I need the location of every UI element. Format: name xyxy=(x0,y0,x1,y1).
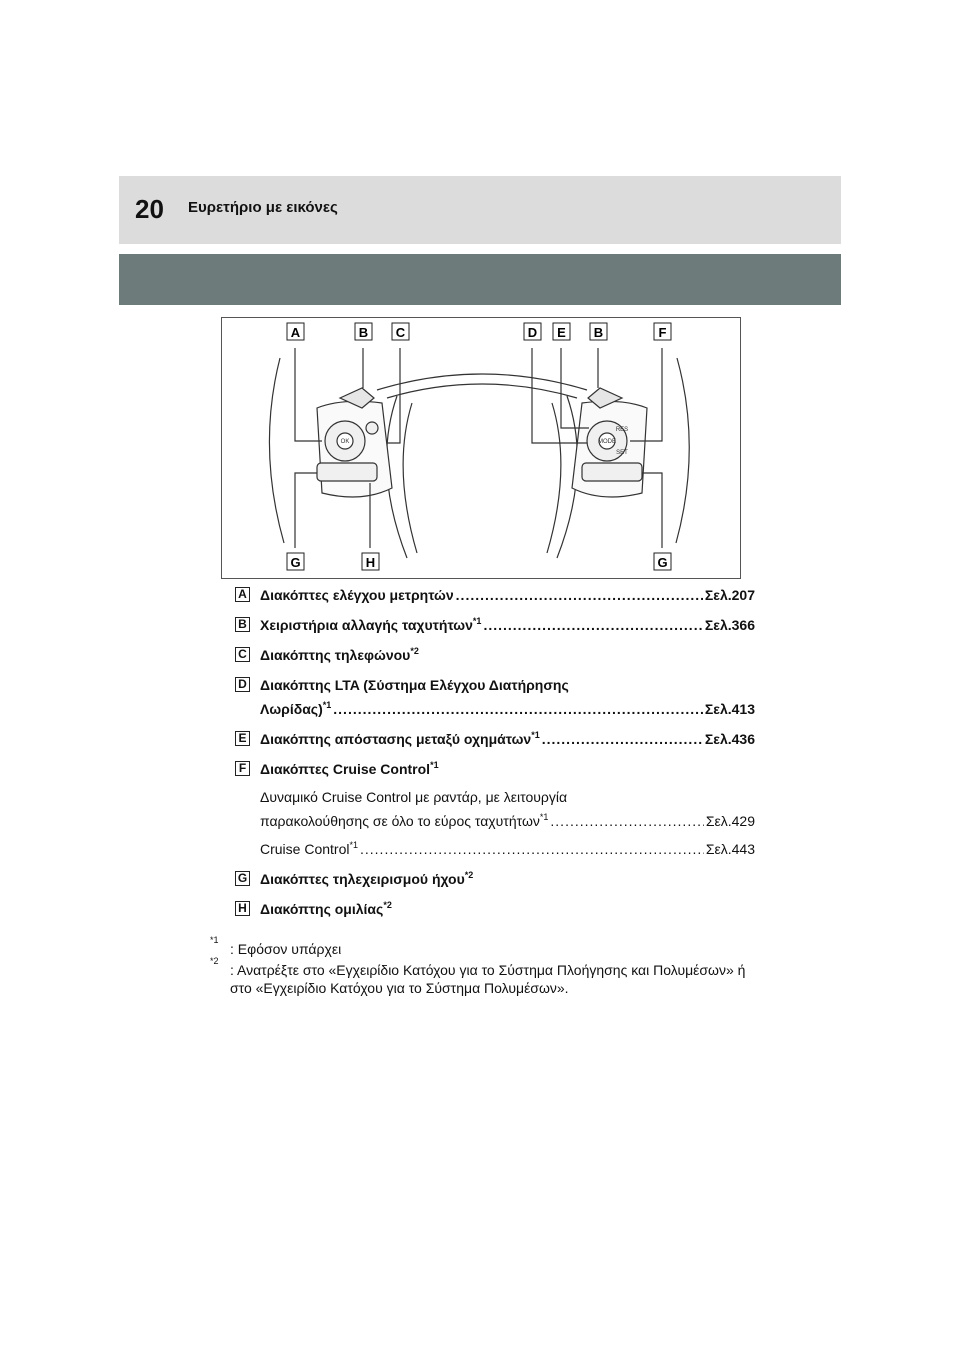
item-letter: G xyxy=(235,871,250,886)
list-item xyxy=(235,586,755,604)
page-header xyxy=(119,176,841,244)
item-footnote-mark: *1 xyxy=(472,616,482,626)
steering-wheel-illustration xyxy=(222,318,740,578)
item-label: Διακόπτες Cruise Control xyxy=(260,761,431,777)
item-letter: C xyxy=(235,647,250,662)
rim-right-arc xyxy=(676,358,689,543)
item-label: Διακόπτες τηλεχειρισμού ήχου xyxy=(260,871,465,887)
callout-e: E xyxy=(557,325,566,340)
callout-c: C xyxy=(395,325,406,340)
list-item xyxy=(235,676,755,718)
item-label: Διακόπτης ομιλίας xyxy=(260,901,384,917)
item-footnote-mark: *2 xyxy=(383,900,392,910)
rim-left-arc xyxy=(269,358,284,543)
legend-list xyxy=(235,586,755,918)
item-label: Διακόπτης απόστασης μεταξύ οχημάτων xyxy=(260,731,532,747)
item-label: Λωρίδας) xyxy=(260,701,323,717)
set-label: SET xyxy=(616,450,628,456)
list-item xyxy=(235,646,755,664)
item-letter: D xyxy=(235,677,250,692)
audio-switch-right xyxy=(582,463,642,481)
subitem-label: Cruise Control xyxy=(260,841,350,857)
callout-f: F xyxy=(658,325,667,340)
list-item xyxy=(235,730,755,748)
item-footnote-mark: *1 xyxy=(322,700,332,710)
rim-top-inner xyxy=(387,384,577,398)
callout-g-right: G xyxy=(657,555,668,570)
subitem-page-ref: Σελ.429 xyxy=(705,813,755,829)
item-footnote-mark: *2 xyxy=(464,870,474,880)
list-item xyxy=(235,900,755,918)
item-label-line1: Διακόπτης LTA (Σύστημα Ελέγχου Διατήρησης xyxy=(260,677,569,693)
footnote: *2 : Ανατρέξτε στο «Εγχειρίδιο Κατόχου για το Σύστημα Πλοήγησης και Πολυμέσων» ή στο «Εγχειρίδιο Κατόχου για το Σύστημα Πολυμέσων». xyxy=(210,956,746,996)
item-footnote-mark: *1 xyxy=(430,760,439,770)
item-letter: A xyxy=(235,587,250,602)
item-footnote-mark: *2 xyxy=(410,646,419,656)
callout-h: H xyxy=(365,555,376,570)
item-label: Διακόπτης τηλεφώνου xyxy=(260,647,411,663)
callout-g: G xyxy=(290,555,301,570)
callout-d: D xyxy=(527,325,538,340)
subitem-label: παρακολούθησης σε όλο το εύρος ταχυτήτων xyxy=(260,813,540,829)
footnote: *1 : Εφόσον υπάρχει xyxy=(210,935,342,957)
footnote-text: : Ανατρέξτε στο «Εγχειρίδιο Κατόχου για το Σύστημα Πλοήγησης και Πολυμέσων» ή στο «Εγχειρίδιο Κατόχου για το Σύστημα Πολυμέσων». xyxy=(230,962,746,996)
item-page-ref: Σελ.436 xyxy=(704,731,755,747)
item-page-ref: Σελ.413 xyxy=(704,701,755,717)
item-footnote-mark: *1 xyxy=(531,730,540,740)
page-title: Ευρετήριο με εικόνες xyxy=(188,199,338,216)
item-page-ref: Σελ.366 xyxy=(704,617,755,633)
item-letter: F xyxy=(235,761,250,776)
res-label: RES xyxy=(615,427,629,433)
footnote-text: : Εφόσον υπάρχει xyxy=(230,941,342,957)
subitem-footnote-mark: *1 xyxy=(539,812,549,822)
subitem-label-line1: Δυναμικό Cruise Control με ραντάρ, με λειτουργία xyxy=(260,789,568,805)
list-item xyxy=(235,870,755,888)
item-label: Διακόπτες ελέγχου μετρητών xyxy=(260,587,454,603)
item-label: Χειριστήρια αλλαγής ταχυτήτων xyxy=(260,617,473,633)
callout-b-right: B xyxy=(593,325,604,340)
callout-a: A xyxy=(290,325,301,340)
callout-b: B xyxy=(358,325,369,340)
item-letter: B xyxy=(235,617,250,632)
item-letter: E xyxy=(235,731,250,746)
steering-wheel-figure xyxy=(221,317,741,579)
phone-switch xyxy=(366,422,378,434)
item-page-ref: Σελ.207 xyxy=(704,587,755,603)
audio-switch-left xyxy=(317,463,377,481)
list-item xyxy=(235,616,755,634)
footnotes xyxy=(210,935,770,1000)
ok-label: OK xyxy=(340,439,350,445)
section-band xyxy=(119,254,841,305)
subitem-footnote-mark: *1 xyxy=(349,840,358,850)
subitem-page-ref: Σελ.443 xyxy=(705,841,755,857)
item-letter: H xyxy=(235,901,250,916)
mode-label: MODE xyxy=(598,439,616,445)
list-item xyxy=(235,760,755,858)
page-number: 20 xyxy=(135,194,164,224)
